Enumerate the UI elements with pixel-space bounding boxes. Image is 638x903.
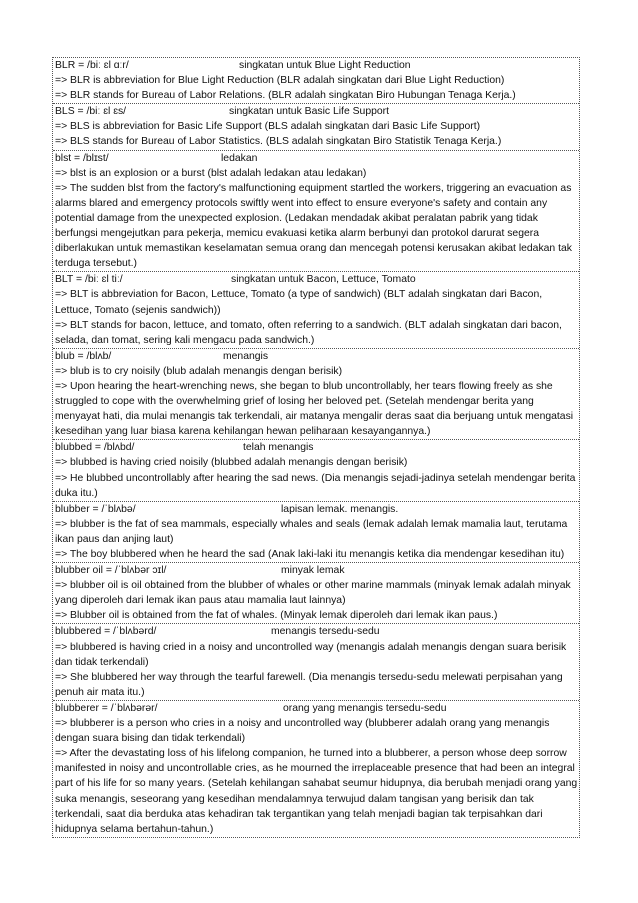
entry-example-line: => The boy blubbered when he heard the sad (Anak laki-laki itu menangis ketika dia mendengar kesedihan itu) <box>55 549 565 560</box>
dictionary-entry <box>53 58 579 103</box>
entry-example-line: => BLT is abbreviation for Bacon, Lettuce, Tomato (a type of sandwich) (BLT adalah singkatan dari Bacon, Lettuce, Tomato (sejenis sandwich)) <box>55 289 543 316</box>
dictionary-entry <box>53 623 579 699</box>
entry-term: blubbed = /blʌbd/ <box>55 442 135 454</box>
entry-example-line: => blubberer is a person who cries in a noisy and uncontrolled way (blubberer adalah orang yang menangis dengan suara bising dan tidak terkendali) <box>55 718 550 745</box>
entry-headline <box>55 272 578 287</box>
entry-term: blst = /blɪst/ <box>55 152 109 164</box>
entry-example-line: => Blubber oil is obtained from the fat of whales. (Minyak lemak diperoleh dari lemak ikan paus.) <box>55 610 498 622</box>
dictionary-entry <box>53 501 579 562</box>
entry-term: BLT = /biː ɛl tiː/ <box>55 274 123 286</box>
entry-example-line: => BLR is abbreviation for Blue Light Reduction (BLR adalah singkatan dari Blue Light Reduction) <box>55 75 505 87</box>
entry-example-line: => BLS is abbreviation for Basic Life Support (BLS adalah singkatan dari Basic Life Support) <box>55 121 481 133</box>
dictionary-entry <box>53 103 579 149</box>
entry-example-line: => The sudden blst from the factory's malfunctioning equipment startled the workers, triggering an evacuation as alarms blared and emergency protocols swiftly went into effect to ensure everyone's safety and contain any potential damage from the unexpected explosion. (Ledakan mendadak akibat peralatan pabrik yang tidak berfungsi mengejutkan para pekerja, memicu evakuasi ketika alarm berbunyi dan protokol darurat segera diberlakukan untuk memastikan keselamatan semua orang dan mencegah potensi kerusakan akibat ledakan tak terduga tersebut.) <box>55 182 572 270</box>
entry-example-line: => Upon hearing the heart-wrenching news, she began to blub uncontrollably, her tears flowing freely as she struggled to cope with the overwhelming grief of losing her beloved pet. (Setelah mendengar berita yang menyayat hati, dia mulai menangis tak terkendali, air matanya mengalir deras saat dia berjuang untuk mengatasi kesedihan yang luar biasa karena kehilangan hewan peliharaan kesayangannya.) <box>55 380 574 438</box>
entry-translation: singkatan untuk Basic Life Support <box>229 106 389 118</box>
entry-example-line: => BLS stands for Bureau of Labor Statistics. (BLS adalah singkatan Biro Statistik Tenaga Kerja.) <box>55 136 502 148</box>
entry-example-line: => blubber oil is oil obtained from the blubber of whales or other marine mammals (minyak lemak adalah minyak yang diperoleh dari lemak ikan paus atau mamalia laut lainnya) <box>55 580 571 607</box>
entry-translation: singkatan untuk Bacon, Lettuce, Tomato <box>231 274 416 286</box>
dictionary-entry <box>53 439 579 500</box>
dictionary-entry <box>53 348 579 440</box>
entry-translation: minyak lemak <box>281 565 345 577</box>
entry-headline <box>55 440 578 455</box>
entry-translation: lapisan lemak. menangis. <box>281 503 399 515</box>
entry-headline <box>55 58 578 73</box>
entry-headline <box>55 701 578 716</box>
entry-example-line: => blub is to cry noisily (blub adalah menangis dengan berisik) <box>55 365 343 377</box>
entry-example-line: => After the devastating loss of his lifelong companion, he turned into a blubberer, a person whose deep sorrow manifested in noisy and uncontrollable cries, as he mourned the irreplaceable presence that had been an integral part of his life for so many years. (Setelah kehilangan sahabat seumur hidupnya, dia berubah menjadi orang yang suka menangis, seseorang yang kesedihan mendalamnya terwujud dalam tangisan yang berisik dan tak terkendali, saat dia berduka atas kehadiran tak tergantikan yang telah menjadi bagian tak terpisahkan dari hidupnya selama bertahun-tahun.) <box>55 748 578 835</box>
entry-term: blubberer = /ˈblʌbərər/ <box>55 702 158 714</box>
entry-example-line: => blubbed is having cried noisily (blubbed adalah menangis dengan berisik) <box>55 457 408 469</box>
entry-headline <box>55 563 578 578</box>
entry-term: BLR = /biː ɛl ɑːr/ <box>55 60 129 71</box>
entry-headline <box>55 151 578 166</box>
entry-translation: menangis <box>223 350 269 362</box>
entry-example-line: => blubbered is having cried in a noisy and uncontrolled way (menangis adalah menangis dengan suara berisik dan tidak terkendali) <box>55 641 567 668</box>
entry-example-line: => blubber is the fat of sea mammals, especially whales and seals (lemak adalah lemak mamalia laut, terutama ikan paus dan anjing laut) <box>55 518 568 545</box>
entry-example-line: => BLR stands for Bureau of Labor Relations. (BLR adalah singkatan Biro Hubungan Tenaga Kerja.) <box>55 90 516 102</box>
dictionary-entry <box>53 700 579 837</box>
dictionary-entry <box>53 150 579 272</box>
entry-term: blubber oil = /ˈblʌbər ɔɪl/ <box>55 565 167 577</box>
entry-translation: ledakan <box>221 152 258 164</box>
dictionary-entry <box>53 271 579 347</box>
entry-example-line: => He blubbed uncontrollably after hearing the sad news. (Dia menangis sejadi-jadinya setelah mendengar berita duka itu.) <box>55 472 576 499</box>
entry-term: blubber = /ˈblʌbə/ <box>55 503 136 515</box>
entry-headline <box>55 502 578 517</box>
entry-example-line: => blst is an explosion or a burst (blst adalah ledakan atau ledakan) <box>55 167 367 179</box>
entry-translation: orang yang menangis tersedu-sedu <box>283 702 447 714</box>
entry-term: blubbered = /ˈblʌbərd/ <box>55 626 157 638</box>
entry-example-line: => BLT stands for bacon, lettuce, and tomato, often referring to a sandwich. (BLT adalah singkatan dari bacon, selada, dan tomat, sering kali mengacu pada sandwich.) <box>55 319 562 346</box>
entry-term: blub = /blʌb/ <box>55 350 112 362</box>
entry-example-line: => She blubbered her way through the tearful farewell. (Dia menangis tersedu-sedu melewati perpisahan yang penuh air mata itu.) <box>55 671 563 698</box>
entry-translation: singkatan untuk Blue Light Reduction <box>239 60 411 71</box>
dictionary-document <box>52 57 580 838</box>
entry-headline <box>55 349 578 364</box>
entry-translation: menangis tersedu-sedu <box>271 626 380 638</box>
entry-headline <box>55 624 578 639</box>
entry-translation: telah menangis <box>243 442 314 454</box>
dictionary-entry <box>53 562 579 623</box>
entry-term: BLS = /biː ɛl ɛs/ <box>55 106 127 118</box>
entry-headline <box>55 104 578 119</box>
